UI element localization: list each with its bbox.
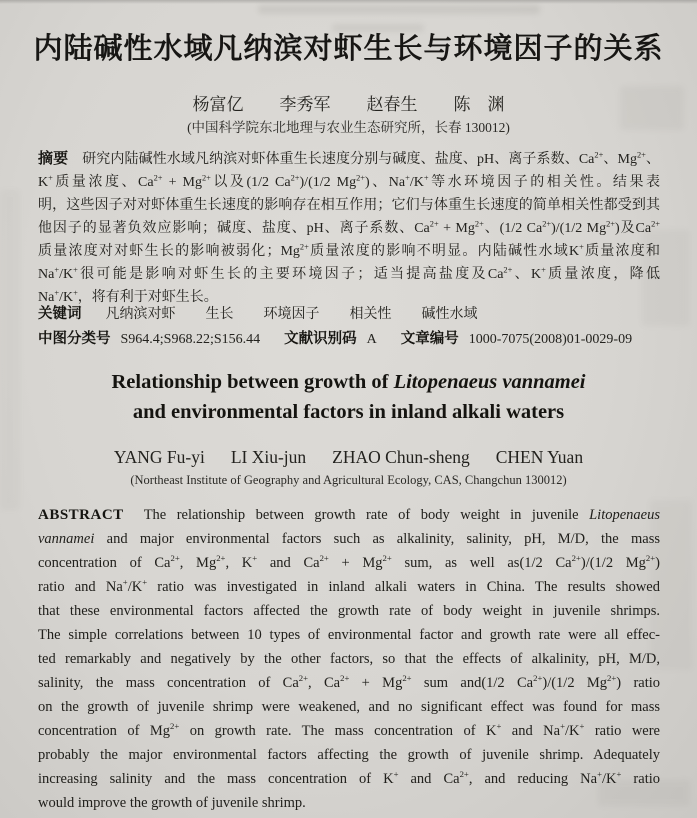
abstract-en-line: increasing salinity and the mass concentration of K+ and $Ca^{2+}$, and reducing Na+/K+ ratio [38,769,661,787]
article-id-label: 文章编号 [400,331,459,347]
affiliation-en: (Northeast Institute of Geography and Agricultural Ecology, CAS, Changchun 130012) [130,473,567,487]
doc-code-label: 文献识别码 [284,331,357,347]
scan-bleed-artifact [258,5,540,14]
abstract-en-line: salinity, the mass concentration of $Ca^{2+}$, $Ca^{2+} + Mg^{2+}$ sum and(1/2 $Ca^{2+})/(1/2$ $Mg^{2+}$) ratio [38,673,661,691]
keywords-label: 关键词 [38,306,82,322]
keyword-term: 环境因子 [263,307,320,322]
author-name-cn: 赵春生 [366,95,418,114]
paragraph-label: 摘要 [38,150,69,167]
abstract-en-line: The simple correlations between 10 types of environmental factor and growth rate were all effec- [38,627,660,643]
authors-cn [0,90,697,115]
keywords-terms [106,303,478,323]
abstract-en-line: that these environmental factors affected the growth rate of body weight in juvenile shrimps. [38,603,660,619]
abstract-en-line: on the growth of juvenile shrimp were weakened, and no significant effect was found for mass [38,699,660,715]
paragraph-label: ABSTRACT [38,507,124,523]
article-title-en-line1: Relationship between growth of Litopenaeus vannamei [111,371,586,393]
abstract-en-line: vannamei and major environmental factors such as alkalinity, salinity, pH, M/D, the mass [38,531,660,547]
article-title-en-line2: and environmental factors in inland alkali waters [132,401,565,423]
author-name-cn: 李秀军 [279,95,331,114]
article-id-value: 1000-7075(2008)01-0029-09 [468,332,633,347]
author-name-en: ZHAO Chun-sheng [332,447,470,467]
abstract-cn-line: Na+/K+很可能是影响对虾生长的主要环境因子；适当提高盐度及$Ca^{2+}$、K+质量浓度，降低 [38,265,660,282]
authors-en [0,447,697,468]
abstract-en-line: concentration of $Ca^{2+}$, $Mg^{2+}$, K+ and $Ca^{2+} + Mg^{2+}$ sum, as well as(1/2 $Ca^{2+})/(1/2$ $Mg^{2+}$) [38,553,660,571]
author-name-cn: 陈 渊 [453,95,505,114]
abstract-en-line: would improve the growth of juvenile shrimp. [38,795,306,811]
author-name-en: CHEN Yuan [495,447,584,467]
abstract-en-line: ABSTRACT The relationship between growth rate of body weight in juvenile Litopenaeus [38,507,660,523]
article-title-cn: 内陆碱性水域凡纳滨对虾生长与环境因子的关系 [33,33,664,65]
abstract-cn-line: 他因子的显著负效应影响；碱度、盐度、pH、离子系数、$Ca^{2+} + Mg^{2+}$、(1/2 $Ca^{2+})/(1/2$ $Mg^{2+}$)及$Ca^{2+}$ [38,219,660,236]
abstract-en-line: ratio and Na+/K+ ratio was investigated in inland alkali waters in China. The results showed [38,577,660,595]
affiliation-cn: (中国科学院东北地理与农业生态研究所，长春 130012) [187,120,510,135]
keyword-term: 相关性 [349,307,392,322]
author-name-en: LI Xiu-jun [230,447,307,467]
clc-label: 中图分类号 [38,331,111,347]
abstract-cn-line: K+质量浓度、$Ca^{2+} + Mg^{2+}$以及(1/2 $Ca^{2+})/(1/2$ $Mg^{2+}$)、Na+/K+等水环境因子的相关性。结果表 [38,173,660,190]
keyword-term: 碱性水域 [421,307,478,322]
abstract-cn [38,147,660,309]
author-name-en: YANG Fu-yi [113,447,205,467]
author-name-cn: 杨富亿 [192,95,244,114]
abstract-cn-line: Na+/K+，将有利于对虾生长。 [38,288,218,305]
doc-code-value: A [366,332,377,347]
abstract-en-line: probably the major environmental factors affecting the growth of juvenile shrimp. Adequately [38,747,660,763]
keyword-term: 生长 [205,307,234,322]
abstract-en-line: concentration of $Mg^{2+}$ on growth rate. The mass concentration of K+ and Na+/K+ ratio were [38,721,660,739]
meta-row [38,327,660,348]
abstract-cn-line: 摘要 研究内陆碱性水域凡纳滨对虾体重生长速度分别与碱度、盐度、pH、离子系数、$Ca^{2+}$、$Mg^{2+}$、 [38,150,660,167]
keyword-term: 凡纳滨对虾 [105,307,176,322]
abstract-en [38,503,660,815]
abstract-en-line: ted remarkably and negatively by the other factors, so that the effects of alkalinity, pH, M/D, [38,651,660,667]
article-title-en [0,367,697,427]
clc-value: S964.4;S968.22;S156.44 [120,332,261,347]
abstract-cn-line: 明，这些因子对对虾体重生长速度的影响存在相互作用；它们与体重生长速度的简单相关性都受到其 [38,198,660,213]
abstract-cn-line: 质量浓度对对虾生长的影响被弱化；$Mg^{2+}$质量浓度的影响不明显。内陆碱性水域K+质量浓度和 [38,242,661,259]
keywords-row [38,302,660,323]
